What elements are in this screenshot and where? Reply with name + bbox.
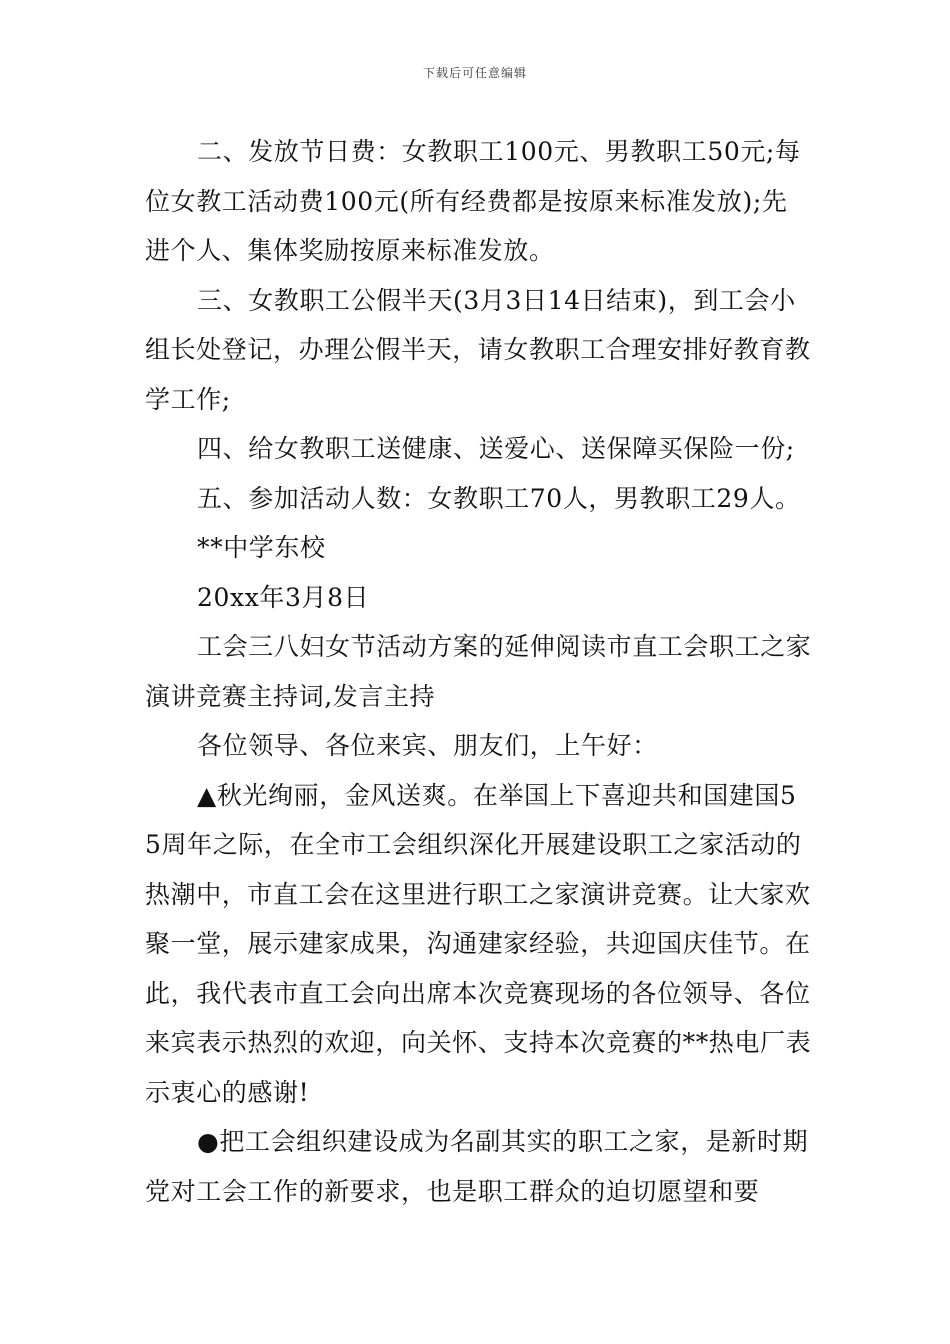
document-body [145, 127, 813, 1216]
paragraph-extended-reading: 工会三八妇女节活动方案的延伸阅读市直工会职工之家演讲竞赛主持词,发言主持 [145, 632, 812, 711]
header-note: 下载后可任意编辑 [422, 66, 527, 80]
paragraph-union-home: ●把工会组织建设成为名副其实的职工之家，是新时期党对工会工作的新要求，也是职工群众的迫切愿望和要 [145, 1127, 809, 1206]
paragraph-leave: 三、女教职工公假半天(3月3日14日结束)，到工会小组长处登记，办理公假半天，请女教职工合理安排好教育教学工作; [145, 285, 811, 414]
paragraph-greeting: 各位领导、各位来宾、朋友们，上午好： [197, 731, 658, 760]
paragraph-participants: 五、参加活动人数：女教职工70人，男教职工29人。 [197, 483, 801, 513]
signature-school: **中学东校 [197, 533, 326, 562]
paragraph-opening-speech: ▲秋光绚丽，金风送爽。在举国上下喜迎共和国建国55周年之际，在全市工会组织深化开展建设职工之家活动的热潮中，市直工会在这里进行职工之家演讲竞赛。让大家欢聚一堂，展示建家成果，沟通建家经验，共迎国庆佳节。在此，我代表市直工会向出席本次竞赛现场的各位领导、各位来宾表示热烈的欢迎，向关怀、支持本次竞赛的**热电厂表示衷心的感谢! [145, 780, 812, 1107]
paragraph-holiday-fee: 二、发放节日费：女教职工100元、男教职工50元;每位女教工活动费100元(所有经费都是按原来标准发放);先进个人、集体奖励按原来标准发放。 [145, 137, 801, 265]
signature-date: 20xx年3月8日 [197, 582, 370, 612]
paragraph-insurance: 四、给女教职工送健康、送爱心、送保障买保险一份; [197, 434, 795, 463]
